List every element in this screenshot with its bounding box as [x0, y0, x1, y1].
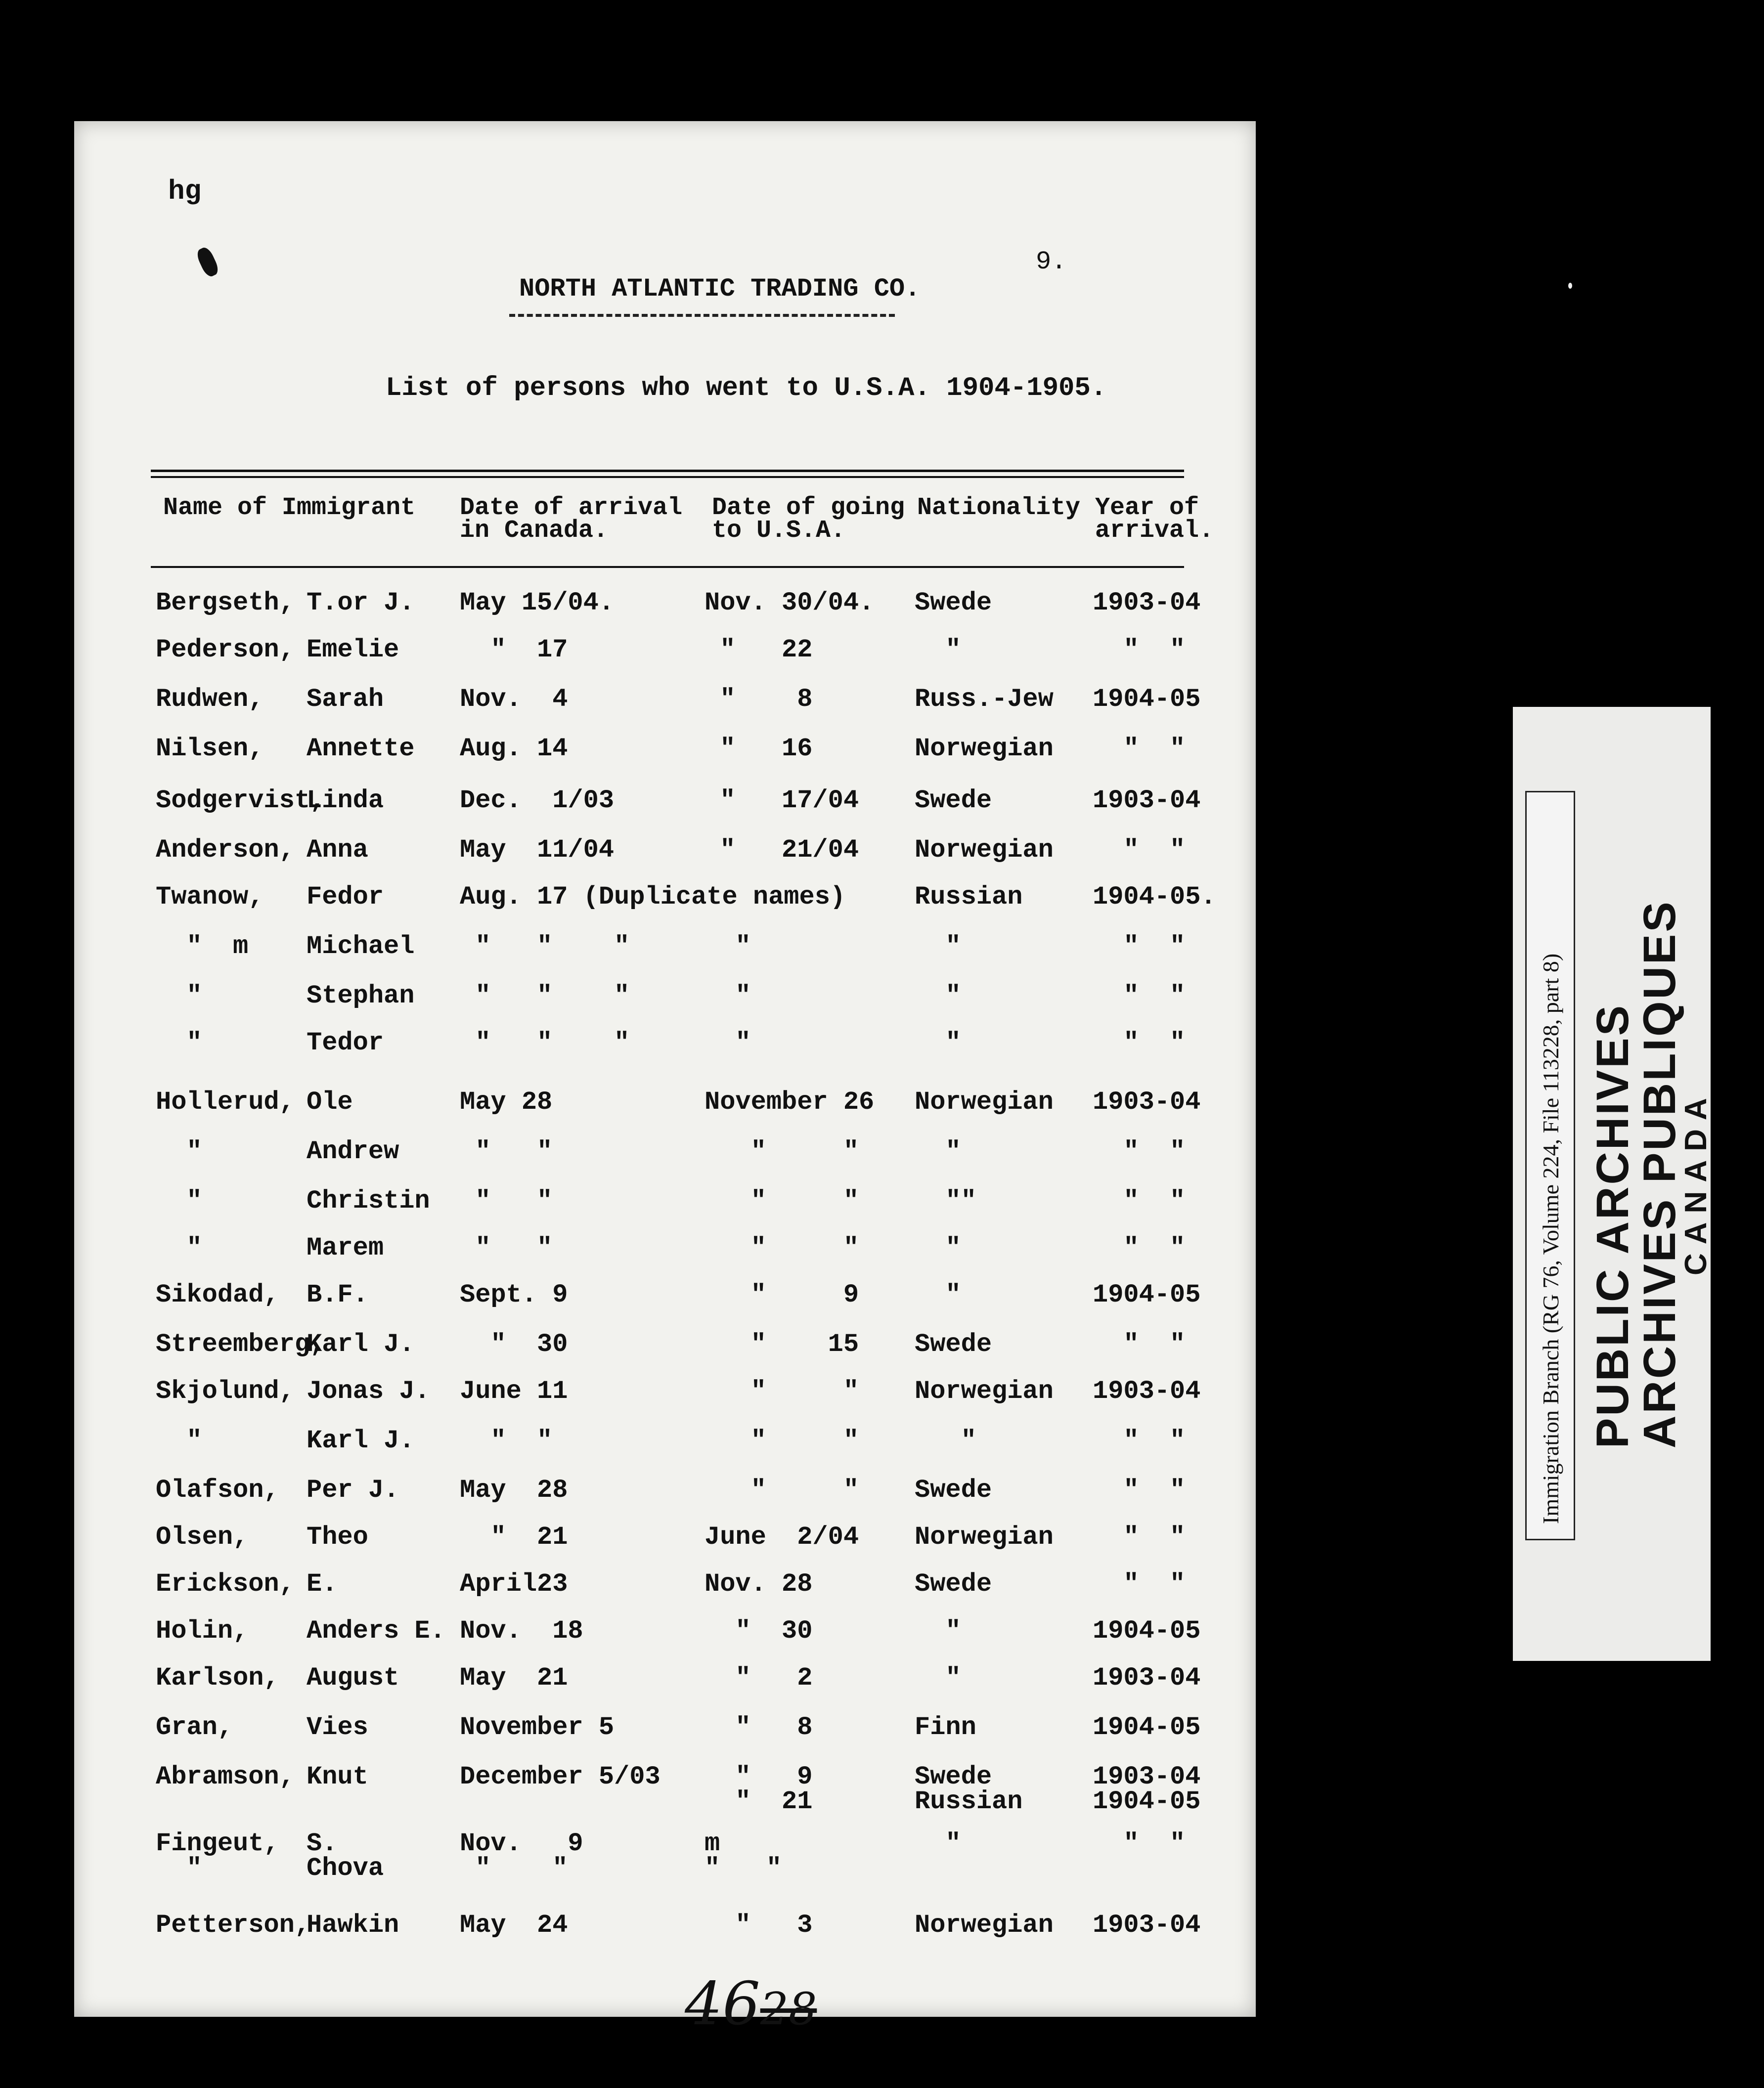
cell-name-last: "	[156, 1028, 202, 1057]
cell-arrival-date: Dec. 1/03	[460, 786, 615, 815]
cell-arrival-date: May 24	[460, 1911, 568, 1940]
table-row	[74, 1616, 1256, 1663]
cell-nationality: "	[915, 981, 961, 1010]
cell-name-first: Sarah	[307, 685, 384, 714]
cell-name-last: Bergseth,	[156, 588, 295, 617]
cell-nationality: "	[915, 1426, 976, 1455]
cell-nationality: Swede	[915, 1476, 992, 1505]
cell-going-date: " 9	[705, 1280, 859, 1309]
cell-name-first: Michael	[307, 932, 415, 961]
cell-arrival-year: " "	[1093, 1829, 1186, 1858]
cell-arrival-year: " "	[1093, 1028, 1186, 1057]
archive-line-3: CANADA	[1679, 1089, 1713, 1275]
cell-arrival-date: " 17	[460, 635, 568, 664]
cell-going-date: November 26	[705, 1088, 875, 1117]
cell-arrival-year: " "	[1093, 1569, 1186, 1599]
table-row	[74, 1186, 1256, 1233]
cell-nationality: Russian	[915, 882, 1023, 912]
cell-arrival-date: " " "	[460, 932, 630, 961]
title-underline	[509, 314, 895, 317]
cell-arrival-year: 1904-05.	[1093, 882, 1216, 912]
film-speck	[1568, 283, 1572, 289]
cell-name-first: T.or J.	[307, 588, 415, 617]
cell-arrival-date: June 11	[460, 1377, 568, 1406]
table-row	[74, 788, 1256, 833]
cell-going-date: " 22	[705, 635, 813, 664]
cell-name-last: Karlson,	[156, 1663, 279, 1693]
cell-name-first: Stephan	[307, 981, 415, 1010]
cell-arrival-year: " "	[1093, 734, 1186, 763]
header-nationality: Nationality	[917, 494, 1081, 522]
cell-nationality: Swede	[915, 588, 992, 617]
archive-reference-strip	[1525, 791, 1575, 1540]
header-name: Name of Immigrant	[163, 494, 416, 522]
table-row	[74, 588, 1256, 635]
cell-going-date: Nov. 30/04.	[705, 588, 875, 617]
ink-blot	[195, 245, 221, 278]
cell-arrival-date: " 21	[460, 1522, 568, 1552]
corner-mark: hg	[168, 175, 202, 207]
cell-arrival-year: " "	[1093, 1522, 1186, 1552]
cell-arrival-year: 1904-05	[1093, 1616, 1201, 1646]
cell-going-date: "	[705, 1028, 751, 1057]
cell-nationality: Swede	[915, 1569, 992, 1599]
cell-arrival-year: 1904-05	[1093, 685, 1201, 714]
cell-arrival-date: Nov. 18	[460, 1616, 583, 1646]
table-row	[74, 1663, 1256, 1710]
cell-arrival-date: December 5/03	[460, 1762, 661, 1791]
table-row	[74, 1379, 1256, 1424]
cell-nationality: Russ.-Jew	[915, 685, 1054, 714]
table-row	[74, 1233, 1256, 1280]
table-row	[74, 1762, 1256, 1816]
cell-going-date: " 16	[705, 734, 813, 763]
cell-arrival-date: May 15/04.	[460, 588, 615, 617]
header-rule-bottom	[151, 566, 1184, 568]
cell-arrival-year: " "	[1093, 981, 1186, 1010]
cell-name-first: Knut	[307, 1762, 368, 1791]
cell-arrival-date: April23	[460, 1569, 568, 1599]
table-row	[74, 1913, 1256, 1958]
cell-name-last: Erickson,	[156, 1569, 295, 1599]
cell-name-first: Anna	[307, 835, 368, 865]
cell-arrival-date: May 28	[460, 1088, 553, 1117]
table-row	[74, 835, 1256, 882]
cell-going-date: " 15	[705, 1330, 859, 1359]
document-subtitle: List of persons who went to U.S.A. 1904-1905.	[386, 373, 1107, 403]
cell-name-first: Marem	[307, 1233, 384, 1262]
cell-arrival-year: 1903-04	[1093, 588, 1201, 617]
table-row	[74, 1139, 1256, 1184]
table-row	[74, 1028, 1256, 1075]
table-row	[74, 734, 1256, 781]
cell-going-date: " "	[705, 1377, 859, 1406]
page-number: 9.	[1036, 247, 1067, 276]
cell-arrival-year: 1903-04	[1093, 1911, 1201, 1940]
table-row	[74, 1280, 1256, 1327]
cell-name-last: Olafson,	[156, 1476, 279, 1505]
table-row	[74, 1569, 1256, 1616]
cell-going-date: " 17/04	[705, 786, 859, 815]
cell-nationality: Swede Russian	[915, 1762, 1023, 1816]
cell-name-first: Hawkin	[307, 1911, 399, 1940]
table-row	[74, 882, 1256, 929]
handwritten-count	[685, 1970, 817, 2039]
cell-name-first: Annette	[307, 734, 415, 763]
cell-arrival-year: 1903-04	[1093, 1377, 1201, 1406]
cell-name-first: Tedor	[307, 1028, 384, 1057]
cell-nationality: "	[915, 1829, 961, 1858]
cell-nationality: Swede	[915, 786, 992, 815]
cell-name-last: Rudwen,	[156, 685, 264, 714]
cell-name-last: Holin,	[156, 1616, 249, 1646]
cell-arrival-year: " "	[1093, 1476, 1186, 1505]
cell-arrival-date: May 21	[460, 1663, 568, 1693]
cell-arrival-year: " "	[1093, 932, 1186, 961]
cell-arrival-date: " "	[460, 1137, 553, 1166]
table-row	[74, 635, 1256, 682]
archive-line-2: ARCHIVES PUBLIQUES	[1634, 900, 1685, 1448]
cell-nationality: "	[915, 1280, 961, 1309]
cell-arrival-date: " "	[460, 1186, 553, 1216]
table-row	[74, 687, 1256, 732]
cell-arrival-date: Aug. 14	[460, 734, 568, 763]
cell-going-date: " 9 " 21	[735, 1762, 813, 1816]
header-rule-top-2	[151, 476, 1184, 478]
table-row	[74, 1478, 1256, 1522]
cell-name-last: Fingeut, "	[156, 1829, 279, 1883]
cell-arrival-date: Nov. 4	[460, 685, 568, 714]
cell-nationality: Norwegian	[915, 835, 1054, 865]
cell-arrival-date: " 30	[460, 1330, 568, 1359]
cell-going-date: " "	[705, 1137, 859, 1166]
cell-going-date: " "	[705, 1186, 859, 1216]
cell-name-last: Streemberg,	[156, 1330, 326, 1359]
archive-line-1: PUBLIC ARCHIVES	[1588, 1003, 1638, 1448]
cell-name-last: Gran,	[156, 1713, 233, 1742]
table-row	[74, 1829, 1256, 1883]
cell-name-last: "	[156, 1426, 202, 1455]
cell-nationality: ""	[915, 1186, 976, 1216]
cell-arrival-year: 1904-05	[1093, 1280, 1201, 1309]
cell-going-date: m " "	[705, 1829, 782, 1883]
cell-going-date: " "	[705, 1476, 859, 1505]
document-title: NORTH ATLANTIC TRADING CO.	[519, 274, 921, 304]
cell-nationality: "	[915, 932, 961, 961]
cell-name-first: B.F.	[307, 1280, 368, 1309]
cell-nationality: "	[915, 1137, 961, 1166]
cell-arrival-year: " "	[1093, 1233, 1186, 1262]
cell-nationality: Finn	[915, 1713, 976, 1742]
cell-name-last: "	[156, 1137, 202, 1166]
cell-name-last: Sodgervist,	[156, 786, 326, 815]
cell-going-date: " 3	[705, 1911, 813, 1940]
cell-arrival-year: 1903-04 1904-05	[1093, 1762, 1201, 1816]
cell-name-first: Linda	[307, 786, 384, 815]
cell-nationality: "	[915, 1028, 961, 1057]
cell-going-date: " 8	[705, 685, 813, 714]
cell-name-first: Theo	[307, 1522, 368, 1552]
cell-name-last: "	[156, 981, 202, 1010]
cell-arrival-date: " "	[460, 1426, 553, 1455]
cell-nationality: Norwegian	[915, 1377, 1054, 1406]
cell-arrival-date: May 11/04	[460, 835, 615, 865]
cell-name-first: Andrew	[307, 1137, 399, 1166]
cell-name-last: Hollerud,	[156, 1088, 295, 1117]
document-page	[74, 121, 1256, 2039]
header-arrival: Date of arrival in Canada.	[460, 494, 683, 545]
cell-going-date: " "	[705, 1426, 859, 1455]
cell-nationality: Norwegian	[915, 1911, 1054, 1940]
cell-arrival-date: " " "	[460, 1028, 630, 1057]
cell-name-last: Skjolund,	[156, 1377, 295, 1406]
cell-name-first: Christin	[307, 1186, 430, 1216]
cell-name-first: Ole	[307, 1088, 353, 1117]
table-row	[74, 934, 1256, 979]
cell-going-date: " 21/04	[705, 835, 859, 865]
cell-name-last: "	[156, 1233, 202, 1262]
cell-arrival-year: " "	[1093, 635, 1186, 664]
cell-name-first: Per J.	[307, 1476, 399, 1505]
cell-arrival-year: 1903-04	[1093, 1088, 1201, 1117]
cell-arrival-year: " "	[1093, 1330, 1186, 1359]
header-year: Year of arrival.	[1095, 494, 1214, 545]
cell-name-first: Emelie	[307, 635, 399, 664]
struck-number: 28	[760, 1983, 817, 2035]
cell-name-last: Pederson,	[156, 635, 295, 664]
cell-nationality: Norwegian	[915, 1088, 1054, 1117]
archive-reference: Immigration Branch (RG 76, Volume 224, File 113228, part 8)	[1538, 953, 1563, 1524]
cell-nationality: "	[915, 635, 961, 664]
handwritten-number: 46	[685, 1970, 760, 2039]
cell-arrival-year: " "	[1093, 1137, 1186, 1166]
cell-arrival-date: Sept. 9	[460, 1280, 568, 1309]
cell-nationality: Norwegian	[915, 1522, 1054, 1552]
cell-name-first: August	[307, 1663, 399, 1693]
cell-name-last: "	[156, 1186, 202, 1216]
cell-name-last: Anderson,	[156, 835, 295, 865]
cell-nationality: "	[915, 1663, 961, 1693]
header-going: Date of going to U.S.A.	[712, 494, 905, 545]
cell-going-date: " 2	[705, 1663, 813, 1693]
cell-going-date: "	[705, 981, 751, 1010]
cell-arrival-year: " "	[1093, 1186, 1186, 1216]
table-row	[74, 1426, 1256, 1473]
cell-nationality: "	[915, 1616, 961, 1646]
cell-name-first: Karl J.	[307, 1330, 415, 1359]
cell-arrival-year: " "	[1093, 1426, 1186, 1455]
cell-nationality: Swede	[915, 1330, 992, 1359]
cell-nationality: Norwegian	[915, 734, 1054, 763]
cell-name-last: Nilsen,	[156, 734, 264, 763]
table-row	[74, 1090, 1256, 1134]
cell-arrival-date: " "	[460, 1233, 553, 1262]
table-row	[74, 1522, 1256, 1569]
table-row	[74, 981, 1256, 1028]
cell-arrival-date: November 5	[460, 1713, 615, 1742]
cell-name-last: Olsen,	[156, 1522, 249, 1552]
cell-name-first: E.	[307, 1569, 338, 1599]
table-row	[74, 1332, 1256, 1377]
cell-nationality: "	[915, 1233, 961, 1262]
cell-going-date: " 30	[705, 1616, 813, 1646]
cell-name-last: Petterson,	[156, 1911, 310, 1940]
cell-name-last: Twanow,	[156, 882, 264, 912]
header-rule-top	[151, 470, 1184, 472]
cell-arrival-year: 1904-05	[1093, 1713, 1201, 1742]
cell-going-date: Nov. 28	[705, 1569, 813, 1599]
cell-name-last: Abramson,	[156, 1762, 295, 1791]
cell-name-first: Karl J.	[307, 1426, 415, 1455]
cell-arrival-date: Nov. 9 " "	[460, 1829, 583, 1883]
cell-name-first: Jonas J.	[307, 1377, 430, 1406]
cell-name-first: S. Chova	[307, 1829, 384, 1883]
cell-going-date: " "	[705, 1233, 859, 1262]
cell-arrival-date: " " "	[460, 981, 630, 1010]
cell-name-first: Anders E.	[307, 1616, 445, 1646]
cell-arrival-year: " "	[1093, 835, 1186, 865]
cell-going-date: " 8	[705, 1713, 813, 1742]
cell-arrival-date: Aug. 17 (Duplicate names)	[460, 882, 846, 912]
cell-name-first: Fedor	[307, 882, 384, 912]
table-row	[74, 1715, 1256, 1760]
cell-name-last: " m	[156, 932, 249, 961]
cell-name-first: Vies	[307, 1713, 368, 1742]
cell-going-date: June 2/04	[705, 1522, 859, 1552]
cell-name-last: Sikodad,	[156, 1280, 279, 1309]
cell-arrival-year: 1903-04	[1093, 786, 1201, 815]
cell-going-date: "	[705, 932, 751, 961]
cell-arrival-year: 1903-04	[1093, 1663, 1201, 1693]
cell-arrival-date: May 28	[460, 1476, 568, 1505]
